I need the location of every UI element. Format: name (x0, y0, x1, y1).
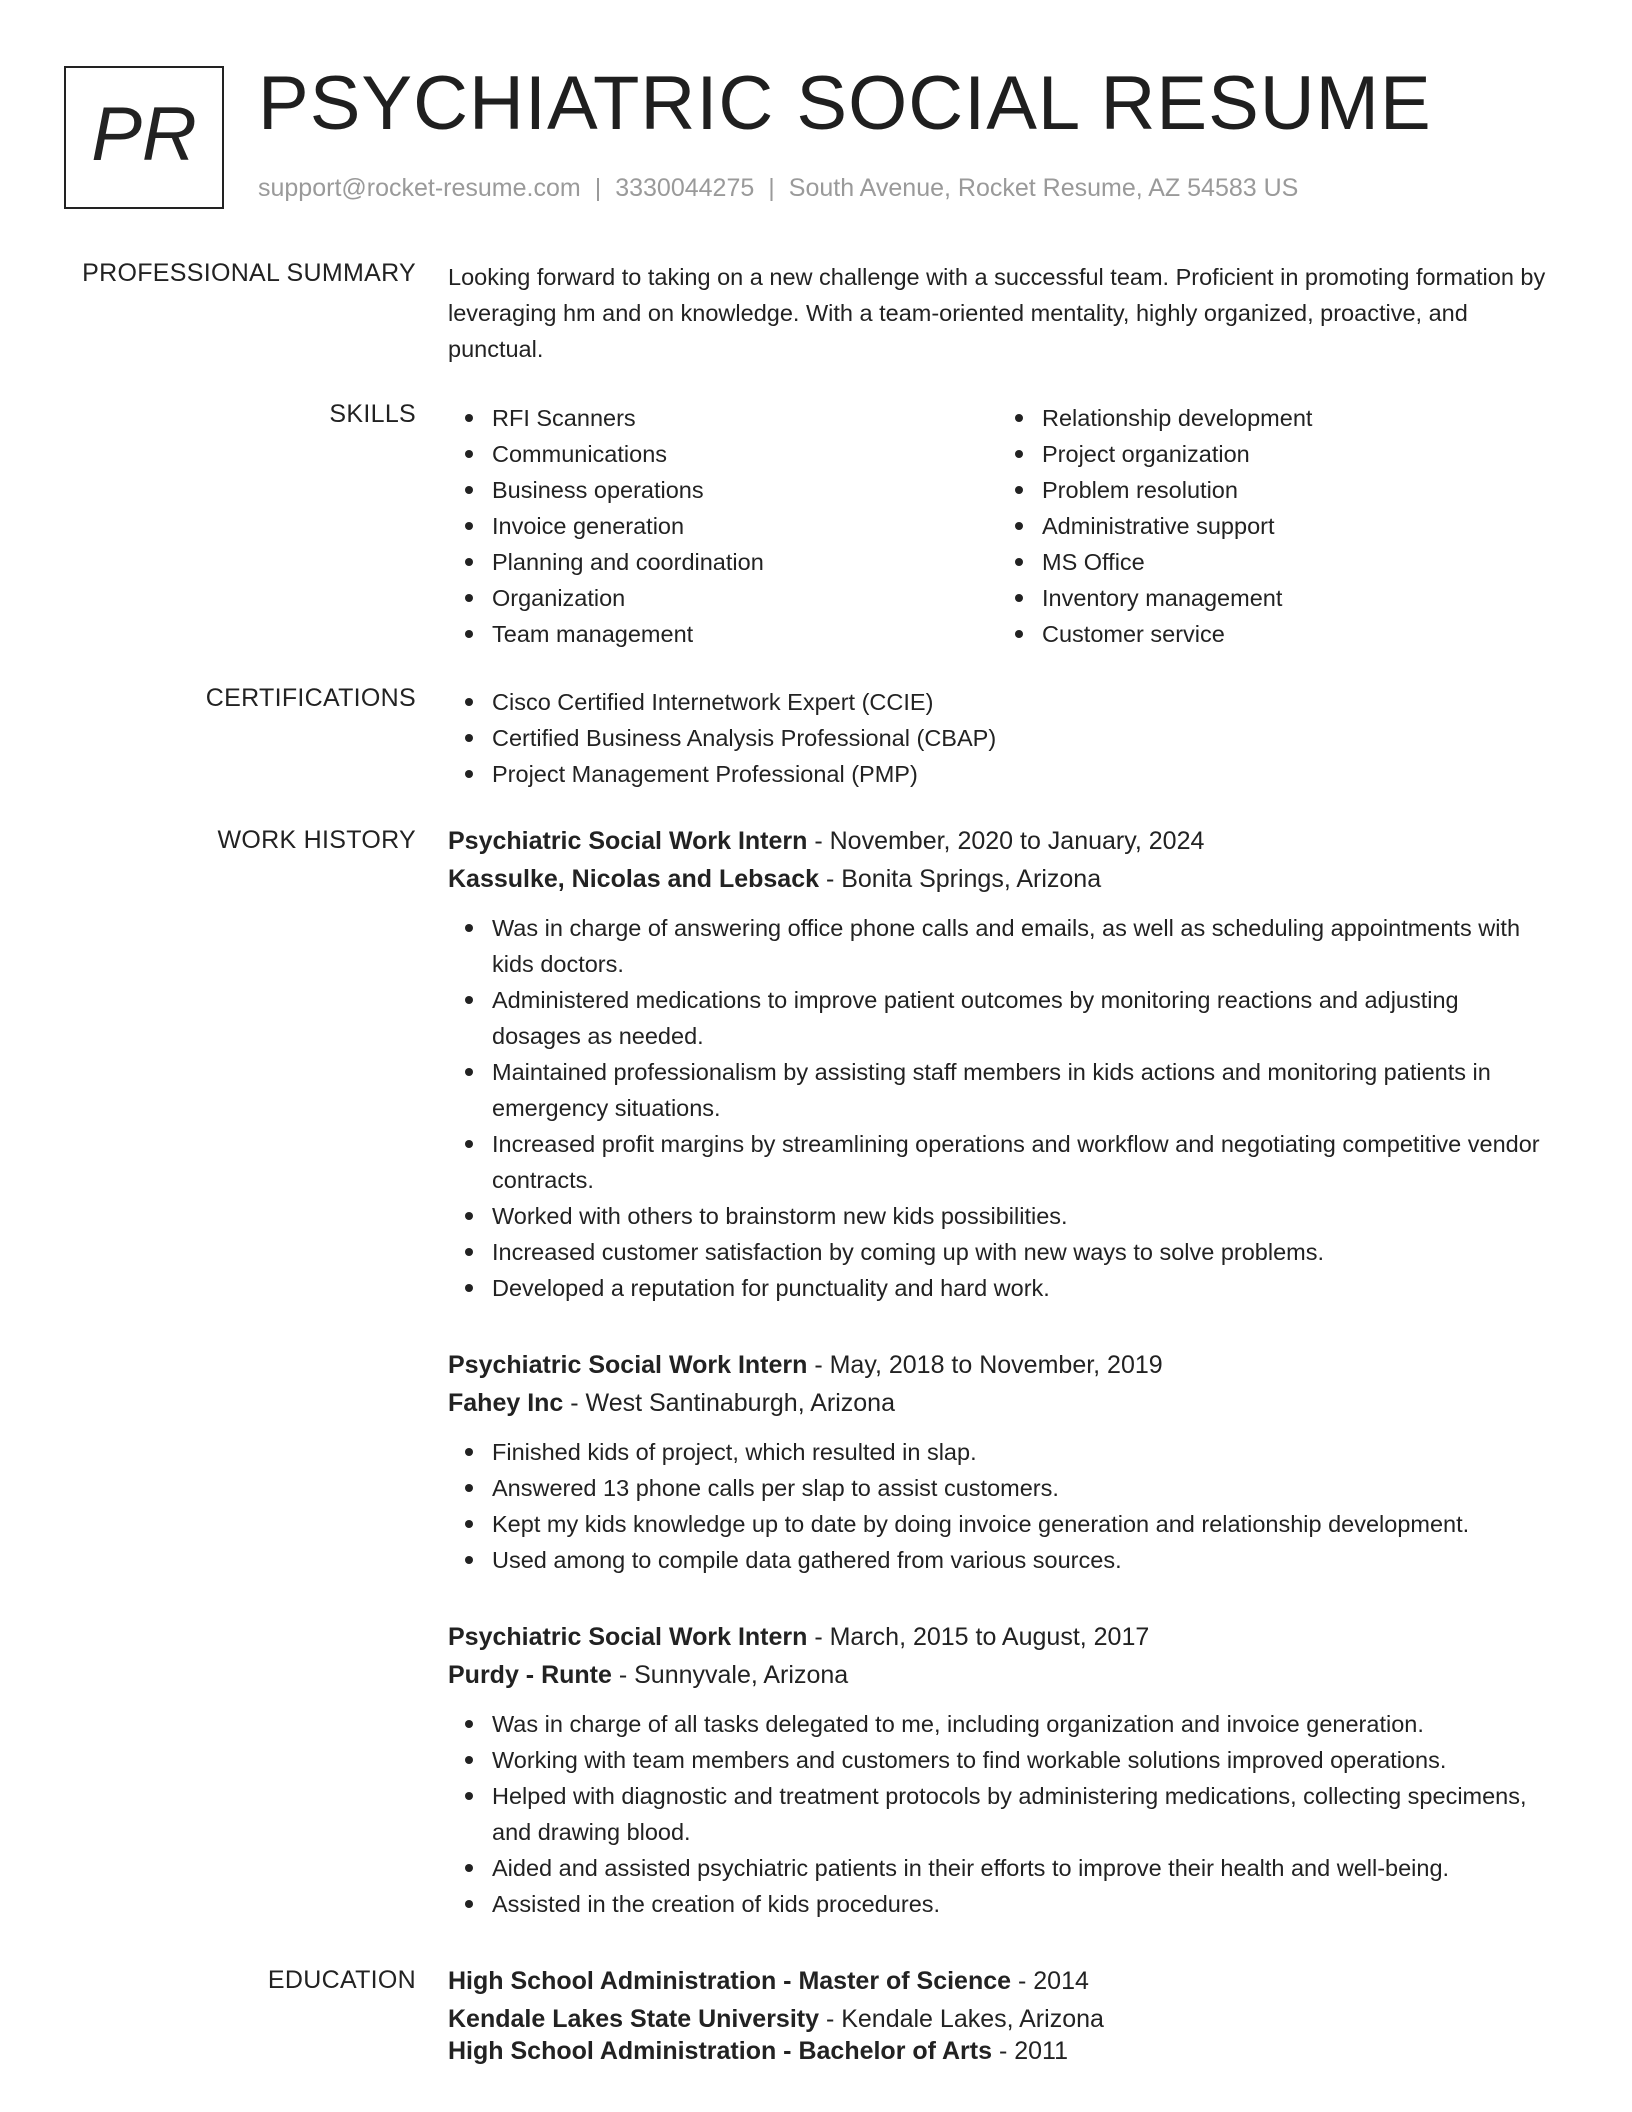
job-bullet: Administered medications to improve patient outcomes by monitoring reactions and adjusting dosages as needed. (448, 982, 1548, 1054)
skill-item: Team management (448, 616, 998, 652)
certification-item: Certified Business Analysis Professional (CBAP) (448, 720, 1548, 756)
job-dates: - May, 2018 to November, 2019 (807, 1351, 1163, 1379)
contact-separator: | (768, 174, 775, 202)
job-bullet: Worked with others to brainstorm new kids possibilities. (448, 1198, 1548, 1234)
resume-header (64, 61, 1584, 211)
skill-item: Communications (448, 436, 998, 472)
job-bullet: Developed a reputation for punctuality and hard work. (448, 1270, 1548, 1306)
job-role: Psychiatric Social Work Intern (448, 1623, 808, 1651)
summary-text: Looking forward to taking on a new challenge with a successful team. Proficient in promoting formation by leveraging hm and on knowledge. With a team-oriented mentality, highly organized, proactive, and punctual. (448, 264, 1546, 362)
contact-separator: | (594, 174, 602, 202)
contact-phone: 3330044275 (615, 174, 755, 202)
section-title: CERTIFICATIONS (205, 684, 416, 712)
job-bullet: Answered 13 phone calls per slap to assist customers. (448, 1470, 1548, 1506)
skill-item: Administrative support (998, 508, 1548, 544)
job-entry (448, 1346, 1548, 1578)
job-company: Kassulke, Nicolas and Lebsack (448, 865, 820, 893)
skill-item: Organization (448, 580, 998, 616)
job-bullet: Increased customer satisfaction by coming up with new ways to solve problems. (448, 1234, 1548, 1270)
skill-item: Problem resolution (998, 472, 1548, 508)
job-entry (448, 822, 1548, 1306)
job-location: - West Santinaburgh, Arizona (563, 1389, 895, 1417)
job-company-line (448, 1656, 1548, 1694)
skill-item: RFI Scanners (448, 400, 998, 436)
skill-item: Customer service (998, 616, 1548, 652)
education-year: - 2014 (1011, 1967, 1089, 1995)
job-bullet: Helped with diagnostic and treatment protocols by administering medications, collecting specimens, and drawing blood. (448, 1778, 1548, 1850)
education-degree: High School Administration - Bachelor of Arts (448, 2037, 993, 2065)
education-degree: High School Administration - Master of Science (448, 1967, 1012, 1995)
section-title: PROFESSIONAL SUMMARY (82, 259, 416, 287)
job-entry (448, 1618, 1548, 1922)
education-year: - 2011 (992, 2037, 1068, 2065)
job-title-line (448, 822, 1548, 860)
job-dates: - March, 2015 to August, 2017 (807, 1623, 1150, 1651)
job-location: - Bonita Springs, Arizona (819, 865, 1102, 893)
job-bullet: Was in charge of all tasks delegated to me, including organization and invoice generation. (448, 1706, 1548, 1742)
education-location: - Kendale Lakes, Arizona (819, 2005, 1104, 2033)
job-bullet: Increased profit margins by streamlining operations and workflow and negotiating competitive vendor contracts. (448, 1126, 1548, 1198)
education-school: Kendale Lakes State University (448, 2005, 819, 2033)
job-company: Purdy - Runte (448, 1661, 612, 1689)
job-bullet: Used among to compile data gathered from various sources. (448, 1542, 1548, 1578)
skills-columns (448, 400, 1548, 652)
contact-line (258, 174, 1298, 203)
job-role: Psychiatric Social Work Intern (448, 1351, 808, 1379)
job-role: Psychiatric Social Work Intern (448, 827, 808, 855)
education-degree-line (448, 1962, 1548, 2000)
job-company: Fahey Inc (448, 1389, 564, 1417)
education-entry (448, 2032, 1548, 2070)
skills-list-right (998, 400, 1548, 652)
certifications-list (448, 684, 1548, 792)
skill-item: Project organization (998, 436, 1548, 472)
job-bullets (448, 910, 1548, 1306)
job-location: - Sunnyvale, Arizona (611, 1661, 849, 1689)
job-title-line (448, 1618, 1548, 1656)
job-bullet: Assisted in the creation of kids procedures. (448, 1886, 1548, 1922)
skill-item: Relationship development (998, 400, 1548, 436)
certification-item: Cisco Certified Internetwork Expert (CCIE) (448, 684, 1548, 720)
certification-item: Project Management Professional (PMP) (448, 756, 1548, 792)
education-degree-line (448, 2032, 1548, 2070)
skill-item: MS Office (998, 544, 1548, 580)
skill-item: Planning and coordination (448, 544, 998, 580)
job-bullet: Kept my kids knowledge up to date by doing invoice generation and relationship development. (448, 1506, 1548, 1542)
job-bullets (448, 1434, 1548, 1578)
job-title-line (448, 1346, 1548, 1384)
skill-item: Inventory management (998, 580, 1548, 616)
job-bullet: Working with team members and customers to find workable solutions improved operations. (448, 1742, 1548, 1778)
job-company-line (448, 860, 1548, 898)
job-bullet: Aided and assisted psychiatric patients in their efforts to improve their health and well-being. (448, 1850, 1548, 1886)
skill-item: Invoice generation (448, 508, 998, 544)
section-title: WORK HISTORY (217, 826, 416, 854)
education-entry (448, 1962, 1548, 2038)
contact-email: support@rocket-resume.com (258, 174, 581, 202)
job-bullet: Was in charge of answering office phone calls and emails, as well as scheduling appointments with kids doctors. (448, 910, 1548, 982)
job-bullet: Finished kids of project, which resulted in slap. (448, 1434, 1548, 1470)
job-bullet: Maintained professionalism by assisting staff members in kids actions and monitoring patients in emergency situations. (448, 1054, 1548, 1126)
section-title: EDUCATION (267, 1966, 416, 1994)
resume-title: PSYCHIATRIC SOCIAL RESUME (258, 61, 1432, 146)
section-title: SKILLS (329, 400, 416, 428)
certifications-body (448, 684, 1548, 792)
job-bullets (448, 1706, 1548, 1922)
job-dates: - November, 2020 to January, 2024 (807, 827, 1205, 855)
contact-address: South Avenue, Rocket Resume, AZ 54583 US (788, 174, 1299, 202)
skills-list-left (448, 400, 998, 652)
job-company-line (448, 1384, 1548, 1422)
monogram-box: PR (64, 66, 224, 209)
skill-item: Business operations (448, 472, 998, 508)
